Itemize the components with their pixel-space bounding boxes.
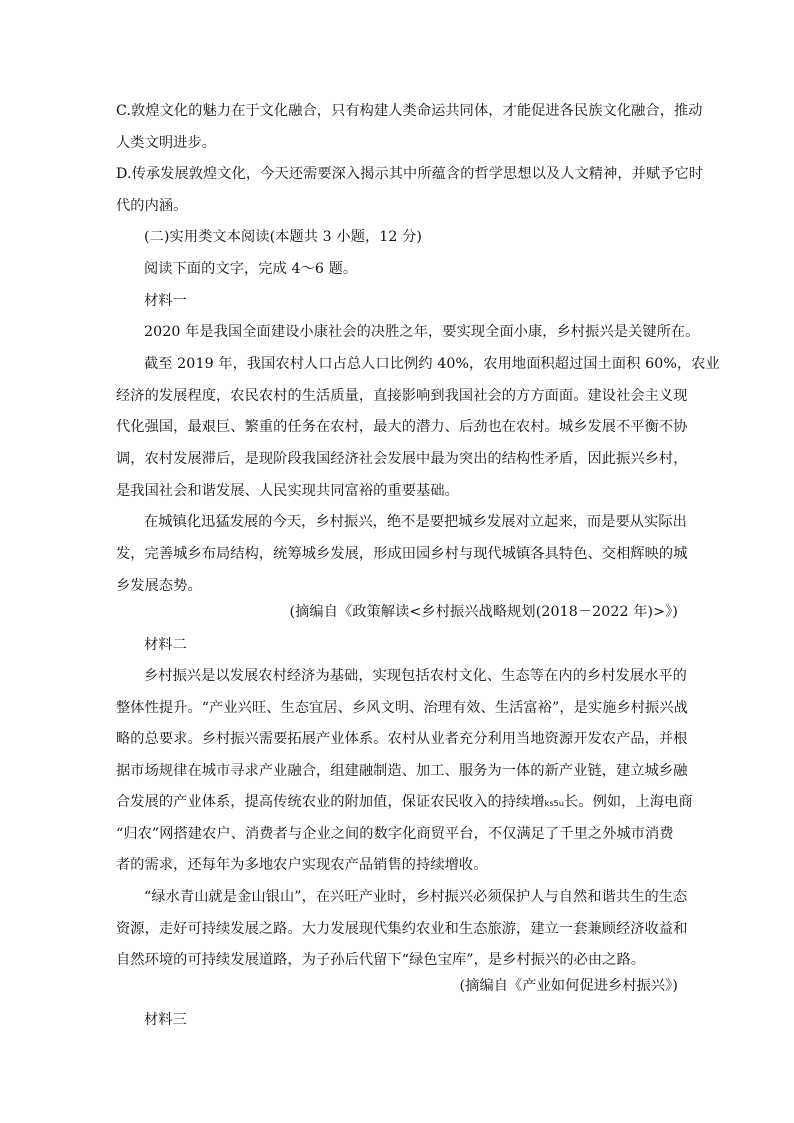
material-2-p1-line: 据市场规律在城市寻求产业融合，组建融制造、加工、服务为一体的新产业链，建立城乡融 bbox=[116, 763, 688, 779]
material-1-p2-line: 是我国社会和谐发展、人民实现共同富裕的重要基础。 bbox=[116, 483, 459, 499]
material-2-p2-line: 资源，走好可持续发展之路。大力发展现代集约农业和生态旅游，建立一套兼顾经济收益和 bbox=[116, 921, 688, 937]
material-2-p1-line: 乡村振兴是以发展农村经济为基础，实现包括农村文化、生态等在内的乡村发展水平的 bbox=[144, 668, 687, 684]
material-2-p1-line: 整体性提升。“产业兴旺、生态宜居、乡风文明、治理有效、生活富裕”，是实施乡村振兴战 bbox=[116, 700, 688, 716]
section-instruction: 阅读下面的文字，完成 4～6 题。 bbox=[144, 261, 358, 277]
material-2-p1-line: 略的总要求。乡村振兴需要拓展产业体系。农村从业者充分利用当地资源开发农产品，并根 bbox=[116, 731, 688, 747]
material-1-p2-line: 经济的发展程度，农民农村的生活质量，直接影响到我国社会的方方面面。建设社会主义现 bbox=[116, 388, 688, 404]
material-2-p2-line: 自然环境的可持续发展道路，为子孙后代留下“绿色宝库”，是乡村振兴的必由之路。 bbox=[116, 952, 646, 968]
material-1-paragraph-1: 2020 年是我国全面建设小康社会的决胜之年，要实现全面小康，乡村振兴是关键所在。 bbox=[144, 324, 700, 340]
material-1-source: (摘编自《政策解读<乡村振兴战略规划(2018－2022 年)>》) bbox=[289, 604, 678, 620]
material-2-p2-line: “绿水青山就是金山银山”，在兴旺产业时，乡村振兴必须保护人与自然和谐共生的生态 bbox=[144, 889, 688, 905]
material-2-title: 材料二 bbox=[144, 637, 187, 653]
material-1-p2-line: 代化强国，最艰巨、繁重的任务在农村，最大的潜力、后劲也在农村。城乡发展不平衡不协 bbox=[116, 419, 688, 435]
material-2-p1-line-5-before: 合发展的产业体系，提高传统农业的附加值，保证农民收入的持续增 bbox=[116, 794, 545, 810]
material-2-p1-line: “归农”网搭建农户、消费者与企业之间的数字化商贸平台，不仅满足了千里之外城市消费 bbox=[116, 826, 674, 842]
option-c-line-1: C.敦煌文化的魅力在于文化融合，只有构建人类命运共同体，才能促进各民族文化融合，推动 bbox=[116, 103, 703, 119]
material-1-p3-line: 乡发展态势。 bbox=[116, 578, 202, 594]
section-heading: (二)实用类文本阅读(本题共 3 小题，12 分) bbox=[144, 229, 423, 245]
material-1-title: 材料一 bbox=[144, 293, 187, 309]
material-2-source: (摘编自《产业如何促进乡村振兴》) bbox=[459, 978, 678, 994]
option-d-line-1: D.传承发展敦煌文化，今天还需要深入揭示其中所蕴含的哲学思想以及人文精神，并赋予它时 bbox=[116, 166, 704, 182]
material-1-p3-line: 发，完善城乡布局结构，统筹城乡发展，形成田园乡村与现代城镇各具特色、交相辉映的城 bbox=[116, 546, 688, 562]
material-3-title: 材料三 bbox=[144, 1012, 187, 1028]
ks5u-watermark: ks5u bbox=[544, 799, 565, 808]
material-2-p1-line-with-watermark bbox=[116, 792, 693, 814]
option-d-line-2: 代的内涵。 bbox=[116, 198, 188, 214]
material-2-p1-line-5-after: 长。例如，上海电商 bbox=[564, 794, 693, 810]
option-c-line-2: 人类文明进步。 bbox=[116, 135, 217, 151]
material-1-p2-line: 截至 2019 年，我国农村人口占总人口比例约 40%，农用地面积超过国土面积 60%，农业 bbox=[144, 356, 720, 372]
material-1-p2-line: 调，农村发展滞后，是现阶段我国经济社会发展中最为突出的结构性矛盾，因此振兴乡村， bbox=[116, 451, 688, 467]
material-2-p1-line: 者的需求，还每年为多地农户实现农产品销售的持续增收。 bbox=[116, 857, 488, 873]
material-1-p3-line: 在城镇化迅猛发展的今天，乡村振兴，绝不是要把城乡发展对立起来，而是要从实际出 bbox=[144, 514, 687, 530]
